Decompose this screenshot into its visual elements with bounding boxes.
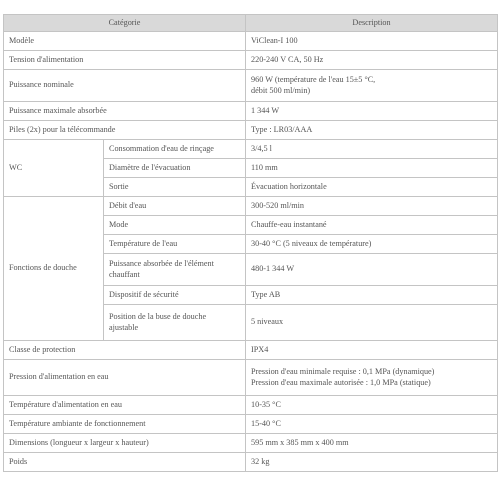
table-row [4, 360, 498, 396]
group-label-douche: Fonctions de douche [4, 197, 104, 341]
table-row [4, 415, 498, 434]
row-value: 32 kg [246, 453, 498, 472]
sub-label: Mode [104, 216, 246, 235]
row-value: Type AB [246, 286, 498, 305]
sub-label: Température de l'eau [104, 235, 246, 254]
value-line: Pression d'eau maximale autorisée : 1,0 MPa (statique) [251, 377, 431, 387]
sub-label: Dispositif de sécurité [104, 286, 246, 305]
row-label: Classe de protection [4, 341, 246, 360]
table-row [4, 32, 498, 51]
row-value: ViClean-I 100 [246, 32, 498, 51]
row-value: 300-520 ml/min [246, 197, 498, 216]
table-row [4, 70, 498, 102]
table-header-row [4, 15, 498, 32]
table-row [4, 51, 498, 70]
row-label: Dimensions (longueur x largeur x hauteur) [4, 434, 246, 453]
label-line: Puissance absorbée de l'élément [109, 259, 214, 269]
header-category: Catégorie [4, 15, 246, 32]
table-row [4, 140, 498, 159]
sub-label: Débit d'eau [104, 197, 246, 216]
row-value: 595 mm x 385 mm x 400 mm [246, 434, 498, 453]
table-row [4, 197, 498, 216]
row-value [246, 70, 498, 102]
table-row [4, 341, 498, 360]
value-line: débit 500 ml/min) [251, 85, 311, 95]
row-value: IPX4 [246, 341, 498, 360]
value-line: 960 W (température de l'eau 15±5 °C, [251, 75, 376, 85]
label-line: ajustable [109, 322, 139, 332]
row-value: 3/4,5 l [246, 140, 498, 159]
row-label: Piles (2x) pour la télécommande [4, 121, 246, 140]
table-row [4, 396, 498, 415]
row-value: Type : LR03/AAA [246, 121, 498, 140]
sub-label [104, 254, 246, 286]
sub-label: Diamètre de l'évacuation [104, 159, 246, 178]
row-value: 480-1 344 W [246, 254, 498, 286]
row-value: 10-35 °C [246, 396, 498, 415]
label-line: chauffant [109, 269, 140, 279]
row-value: Évacuation horizontale [246, 178, 498, 197]
row-label: Température d'alimentation en eau [4, 396, 246, 415]
row-value: 220-240 V CA, 50 Hz [246, 51, 498, 70]
row-value: 15-40 °C [246, 415, 498, 434]
row-value: Chauffe-eau instantané [246, 216, 498, 235]
sub-label [104, 305, 246, 341]
row-label: Poids [4, 453, 246, 472]
sub-label: Consommation d'eau de rinçage [104, 140, 246, 159]
row-value: 110 mm [246, 159, 498, 178]
label-line: Position de la buse de douche [109, 312, 207, 322]
group-label-wc: WC [4, 140, 104, 197]
row-label: Pression d'alimentation en eau [4, 360, 246, 396]
row-label: Tension d'alimentation [4, 51, 246, 70]
table-row [4, 434, 498, 453]
row-label: Puissance maximale absorbée [4, 102, 246, 121]
header-description: Description [246, 15, 498, 32]
spec-table [3, 14, 498, 472]
row-value: 5 niveaux [246, 305, 498, 341]
row-value: 1 344 W [246, 102, 498, 121]
row-value [246, 360, 498, 396]
row-value: 30-40 °C (5 niveaux de température) [246, 235, 498, 254]
table-row [4, 102, 498, 121]
row-label: Modèle [4, 32, 246, 51]
sub-label: Sortie [104, 178, 246, 197]
row-label: Température ambiante de fonctionnement [4, 415, 246, 434]
row-label: Puissance nominale [4, 70, 246, 102]
value-line: Pression d'eau minimale requise : 0,1 MPa (dynamique) [251, 367, 435, 377]
table-row [4, 453, 498, 472]
table-row [4, 121, 498, 140]
